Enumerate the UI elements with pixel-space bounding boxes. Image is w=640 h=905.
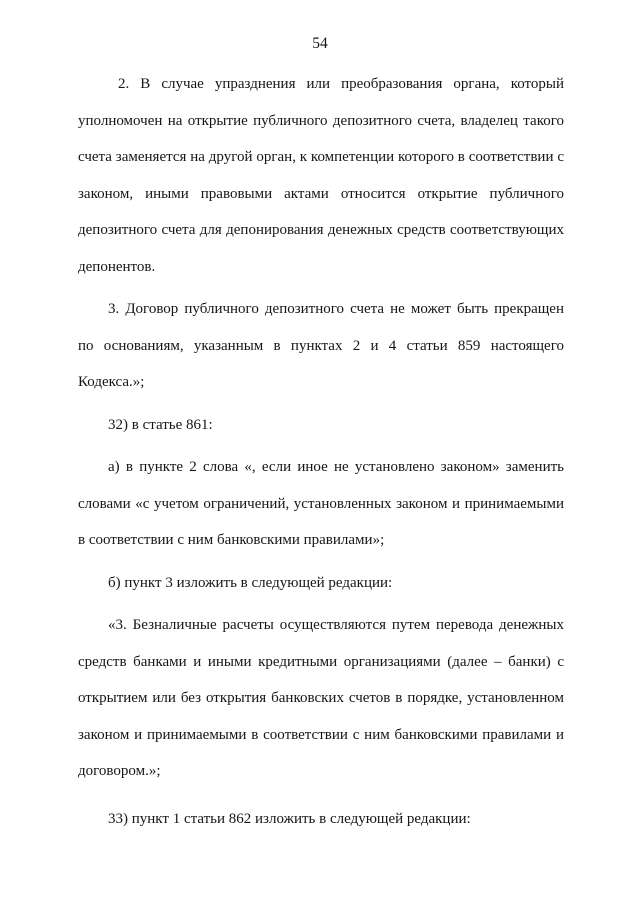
page-number: 54 <box>312 35 328 52</box>
paragraph-item-33: 33) пункт 1 статьи 862 изложить в следующей редакции: <box>108 810 471 827</box>
paragraph-clause-2: 2. В случае упразднения или преобразования органа, который уполномочен на открытие публичного депозитного счета, владелец такого счета заменяется на другой орган, к компетенции которого в соответствии с законом, иными правовыми актами относится открытие публичного депозитного счета для депонирования денежных средств соответствующих депонентов. <box>78 76 564 275</box>
paragraph-clause-3: 3. Договор публичного депозитного счета не может быть прекращен по основаниям, указанным в пунктах 2 и 4 статьи 859 настоящего Кодекса.»; <box>78 301 564 390</box>
document-body <box>78 66 564 837</box>
paragraph-subitem-b: б) пункт 3 изложить в следующей редакции: <box>108 574 393 591</box>
paragraph-item-32: 32) в статье 861: <box>108 416 213 433</box>
paragraph-subitem-a: а) в пункте 2 слова «, если иное не установлено законом» заменить словами «с учетом ограничений, установленных законом и принимаемыми в соответствии с ним банковскими правилами»; <box>78 459 564 548</box>
paragraph-quoted-clause-3: «3. Безналичные расчеты осуществляются путем перевода денежных средств банками и иными кредитными организациями (далее – банки) с открытием или без открытия банковских счетов в порядке, установленном законом и принимаемыми в соответствии с ним банковскими правилами и договором.»; <box>78 617 564 779</box>
